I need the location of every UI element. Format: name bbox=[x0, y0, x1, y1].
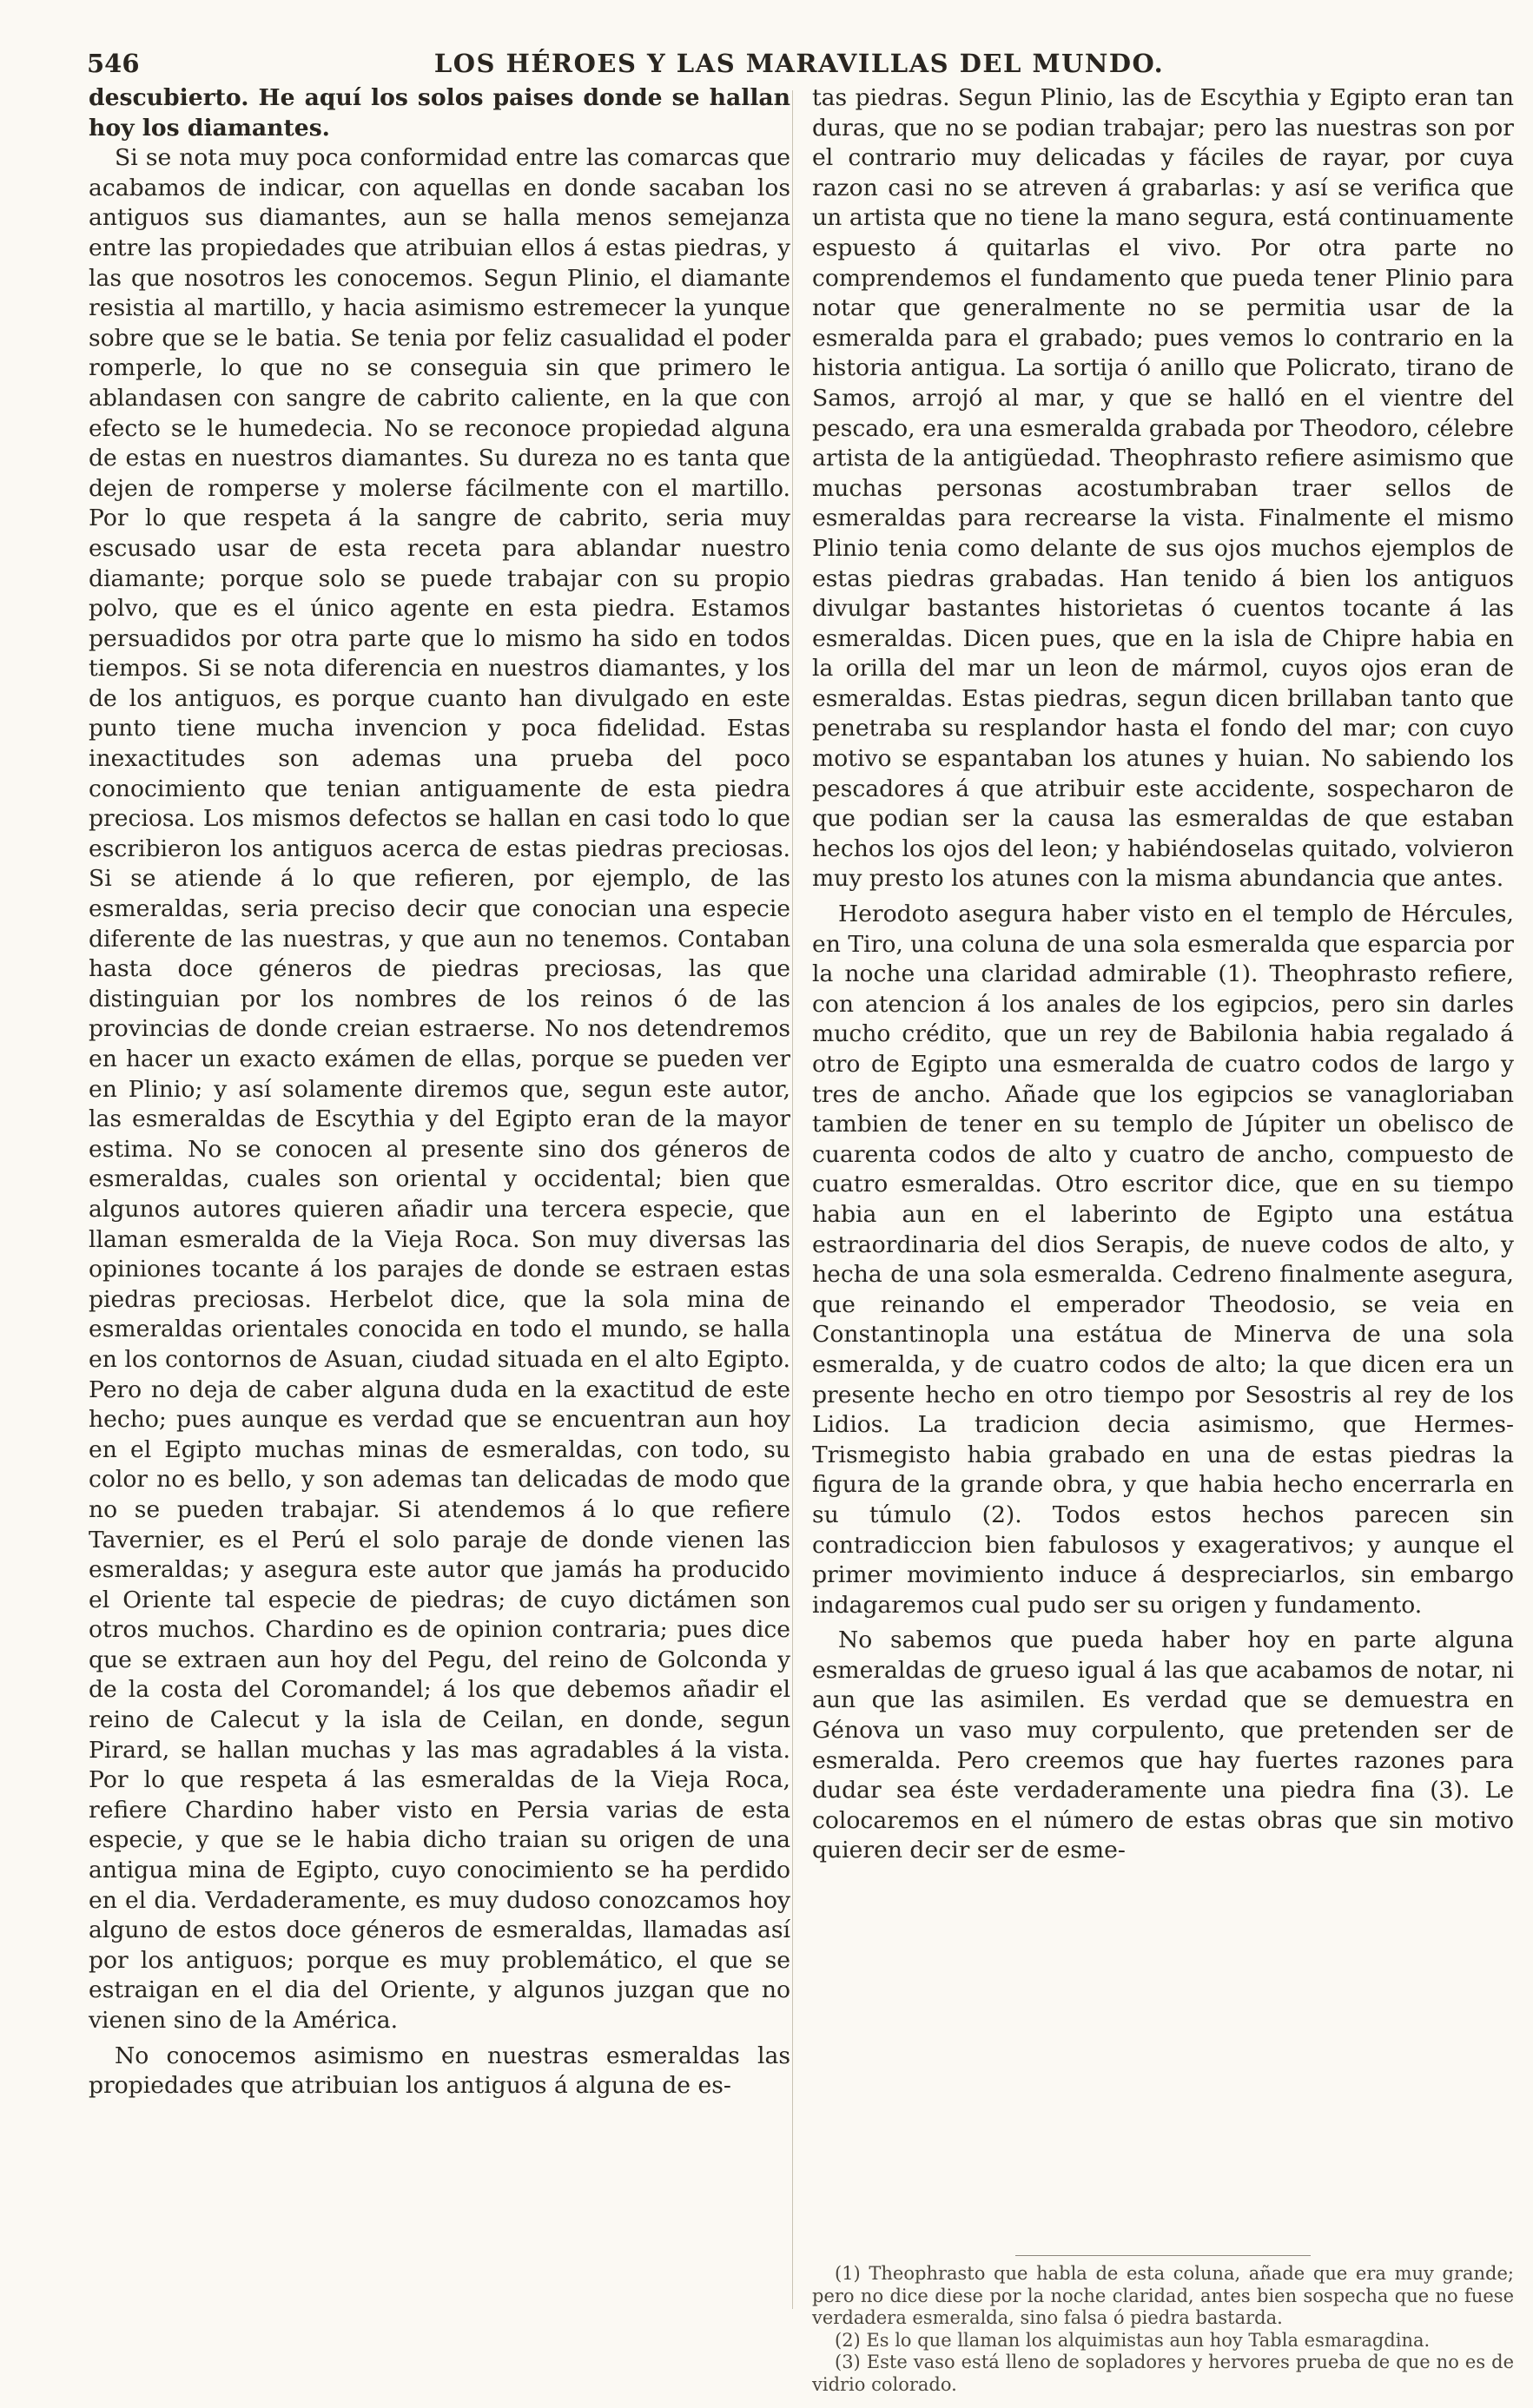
left-column bbox=[89, 83, 790, 2101]
left-paragraph-3: No conocemos asimismo en nuestras esmeraldas las propiedades que atribuian los antiguos á alguna de es- bbox=[89, 2042, 790, 2100]
right-paragraph-1: tas piedras. Segun Plinio, las de Escythia y Egipto eran tan duras, que no se podian trabajar; pero las nuestras son por el contrario muy delicadas y fáciles de rayar, por cuya razon casi no se atreven á grabarlas: y así se verifica que un artista que no tiene la mano segura, está continuamente espuesto á quitarlas el vivo. Por otra parte no comprendemos el fundamento que pueda tener Plinio para notar que generalmente no se permitia usar de la esmeralda para el grabado; pues vemos lo contrario en la historia antigua. La sortija ó anillo que Policrato, tirano de Samos, arrojó al mar, y que se halló en el vientre del pescado, era una esmeralda grabada por Theodoro, célebre artista de la antigüedad. Theophrasto refiere asimismo que muchas personas acostumbraban traer sellos de esmeraldas para recrearse la vista. Finalmente el mismo Plinio tenia como delante de sus ojos muchos ejemplos de estas piedras grabadas. Han tenido á bien los antiguos divulgar bastantes historietas ó cuentos tocante á las esmeraldas. Dicen pues, que en la isla de Chipre habia en la orilla del mar un leon de mármol, cuyos ojos eran de esmeraldas. Estas piedras, segun dicen brillaban tanto que penetraba su resplandor hasta el fondo del mar; con cuyo motivo se espantaban los atunes y huian. No sabiendo los pescadores á que atribuir este accidente, sospecharon de que podian ser la causa las esmeraldas de que estaban hechos los ojos del leon; y habiéndoselas quitado, volvieron muy presto los atunes con la misma abundancia que antes. bbox=[812, 84, 1514, 893]
footnote-divider bbox=[1015, 2255, 1311, 2256]
column-divider bbox=[792, 90, 793, 2309]
footnote-2: (2) Es lo que llaman los alquimistas aun hoy Tabla esmaragdina. bbox=[835, 2329, 1431, 2351]
right-column bbox=[812, 83, 1514, 1866]
running-title: LOS HÉROES Y LAS MARAVILLAS DEL MUNDO. bbox=[433, 49, 1165, 78]
footnotes bbox=[812, 2255, 1514, 2396]
left-paragraph-1: descubierto. He aquí los solos paises donde se hallan hoy los diamantes. bbox=[89, 84, 790, 142]
footnote-3: (3) Este vaso está lleno de sopladores y hervores prueba de que no es de vidrio colorado. bbox=[812, 2352, 1514, 2395]
left-paragraph-2: Si se nota muy poca conformidad entre las comarcas que acabamos de indicar, con aquellas en donde sacaban los antiguos sus diamantes, aun se halla menos semejanza entre las propiedades que atribuian ellos á estas piedras, y las que nosotros les conocemos. Segun Plinio, el diamante resistia al martillo, y hacia asimismo estremecer la yunque sobre que se le batia. Se tenia por feliz casualidad el poder romperle, lo que no se conseguia sin que primero le ablandasen con sangre de cabrito caliente, en la que con efecto se le humedecia. No se reconoce propiedad alguna de estas en nuestros diamantes. Su dureza no es tanta que dejen de romperse y molerse fácilmente con el martillo. Por lo que respeta á la sangre de cabrito, seria muy escusado usar de esta receta para ablandar nuestro diamante; porque solo se puede trabajar con su propio polvo, que es el único agente en esta piedra. Estamos persuadidos por otra parte que lo mismo ha sido en todos tiempos. Si se nota diferencia en nuestros diamantes, y los de los antiguos, es porque cuanto han divulgado en este punto tiene mucha invencion y poca fidelidad. Estas inexactitudes son ademas una prueba del poco conocimiento que tenian antiguamente de esta piedra preciosa. Los mismos defectos se hallan en casi todo lo que escribieron los antiguos acerca de estas piedras preciosas. Si se atiende á lo que refieren, por ejemplo, de las esmeraldas, seria preciso decir que conocian una especie diferente de las nuestras, y que aun no tenemos. Contaban hasta doce géneros de piedras preciosas, las que distinguian por los nombres de los reinos ó de las provincias de donde creian estraerse. No nos detendremos en hacer un exacto exámen de ellas, porque se pueden ver en Plinio; y así solamente diremos que, segun este autor, las esmeraldas de Escythia y del Egipto eran de la mayor estima. No se conocen al presente sino dos géneros de esmeraldas, cuales son oriental y occidental; bien que algunos autores quieren añadir una tercera especie, que llaman esmeralda de la Vieja Roca. Son muy diversas las opiniones tocante á los parajes de donde se estraen estas piedras preciosas. Herbelot dice, que la sola mina de esmeraldas orientales conocida en todo el mundo, se halla en los contornos de Asuan, ciudad situada en el alto Egipto. Pero no deja de caber alguna duda en la exactitud de este hecho; pues aunque es verdad que se encuentran aun hoy en el Egipto muchas minas de esmeraldas, con todo, su color no es bello, y son ademas tan delicadas de modo que no se pueden trabajar. Si atendemos á lo que refiere Tavernier, es el Perú el solo paraje de donde vienen las esmeraldas; y asegura este autor que jamás ha producido el Oriente tal especie de piedras; de cuyo dictámen son otros muchos. Chardino es de opinion contraria; pues dice que se extraen aun hoy del Pegu, del reino de Golconda y de la costa del Coromandel; á los que debemos añadir el reino de Calecut y la isla de Ceilan, en donde, segun Pirard, se hallan muchas y las mas agradables á la vista. Por lo que respeta á las esmeraldas de la Vieja Roca, refiere Chardino haber visto en Persia varias de esta especie, y que se le habia dicho traian su origen de una antigua mina de Egipto, cuyo conocimiento se ha perdido en el dia. Verdaderamente, es muy dudoso conozcamos hoy alguno de estos doce géneros de esmeraldas, llamadas así por los antiguos; porque es muy problemático, el que se estraigan en el dia del Oriente, y algunos juzgan que no vienen sino de la América. bbox=[89, 144, 790, 2034]
right-paragraph-2: Herodoto asegura haber visto en el templo de Hércules, en Tiro, una coluna de una sola esmeralda que esparcia por la noche una claridad admirable (1). Theophrasto refiere, con atencion á los anales de los egipcios, pero sin darles mucho crédito, que un rey de Babilonia habia regalado á otro de Egipto una esmeralda de cuatro codos de largo y tres de ancho. Añade que los egipcios se vanagloriaban tambien de tener en su templo de Júpiter un obelisco de cuarenta codos de alto y cuatro de ancho, compuesto de cuatro esmeraldas. Otro escritor dice, que en su tiempo habia aun en el laberinto de Egipto una estátua estraordinaria del dios Serapis, de nueve codos de alto, y hecha de una sola esmeralda. Cedreno finalmente asegura, que reinando el emperador Theodosio, se veia en Constantinopla una estátua de Minerva de una sola esmeralda, y de cuatro codos de alto; la que dicen era un presente hecho en otro tiempo por Sesostris al rey de los Lidios. La tradicion decia asimismo, que Hermes-Trismegisto habia grabado en una de estas piedras la figura de la grande obra, y que habia hecho encerrarla en su túmulo (2). Todos estos hechos parecen sin contradiccion bien fabulosos y exagerativos; y aunque el primer movimiento induce á despreciarlos, sin embargo indagaremos cual pudo ser su origen y fundamento. bbox=[812, 901, 1514, 1619]
page-number: 546 bbox=[87, 49, 140, 78]
footnote-1: (1) Theophrasto que habla de esta coluna, añade que era muy grande; pero no dice diese por la noche claridad, antes bien sospecha que no fuese verdadera esmeralda, sino falsa ó piedra bastarda. bbox=[812, 2263, 1514, 2328]
right-paragraph-3: No sabemos que pueda haber hoy en parte alguna esmeraldas de grueso igual á las que acabamos de notar, ni aun que las asimilen. Es verdad que se demuestra en Génova un vaso muy corpulento, que pretenden ser de esmeralda. Pero creemos que hay fuertes razones para dudar sea éste verdaderamente una piedra fina (3). Le colocaremos en el número de estas obras que sin motivo quieren decir ser de esme- bbox=[812, 1626, 1514, 1864]
